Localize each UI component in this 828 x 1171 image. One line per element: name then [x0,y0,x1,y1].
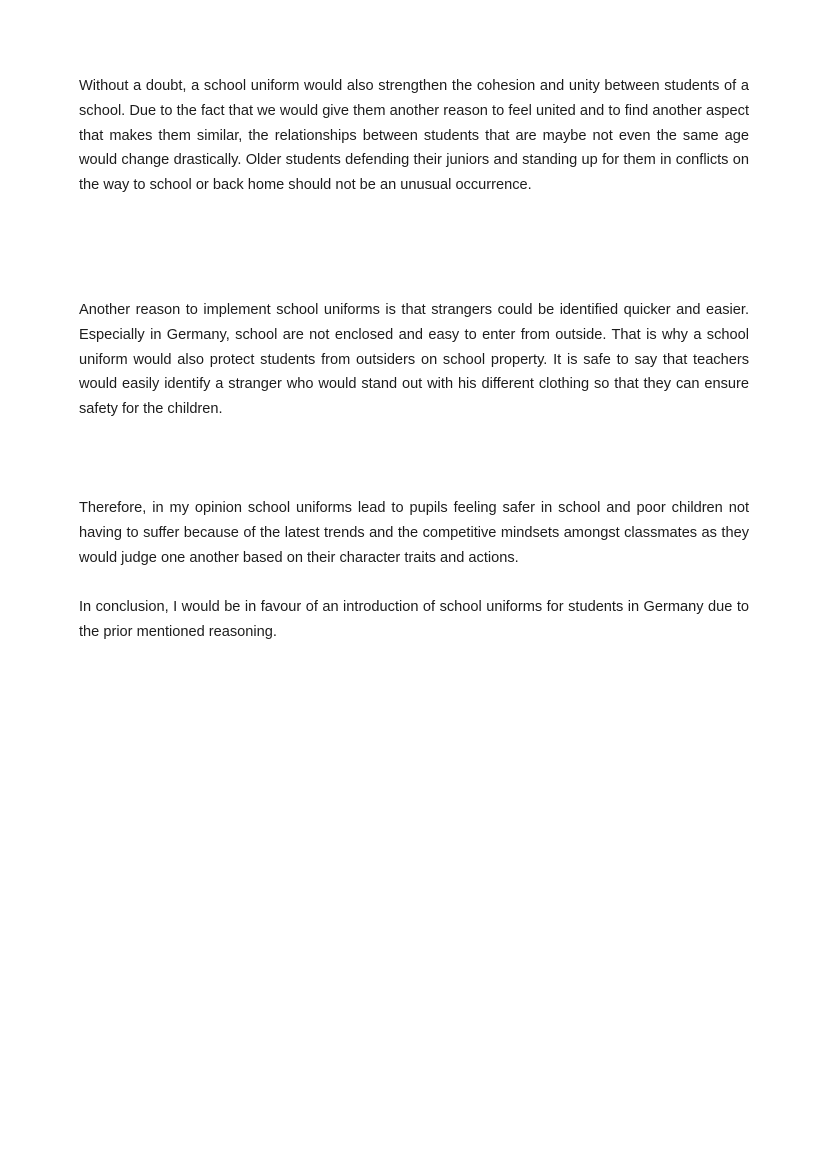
paragraph-cohesion: Without a doubt, a school uniform would also strengthen the cohesion and unity between students of a school. Due to the fact that we would give them another reason to feel united and to find another aspect that makes them similar, the relationships between students that are maybe not even the same age would change drastically. Older students defending their juniors and standing up for them in conflicts on the way to school or back home should not be an unusual occurrence. [79,78,749,194]
paragraph-opinion: Therefore, in my opinion school uniforms lead to pupils feeling safer in school and poor children not having to suffer because of the latest trends and the competitive mindsets amongst classmates as they would judge one another based on their character traits and actions. [79,500,749,566]
paragraph-conclusion: In conclusion, I would be in favour of an introduction of school uniforms for students in Germany due to the prior mentioned reasoning. [79,599,749,640]
paragraph-strangers: Another reason to implement school uniforms is that strangers could be identified quicker and easier. Especially in Germany, school are not enclosed and easy to enter from outside. That is why a school uniform would also protect students from outsiders on school property. It is safe to say that teachers would easily identify a stranger who would stand out with his different clothing so that they can ensure safety for the children. [79,302,749,418]
